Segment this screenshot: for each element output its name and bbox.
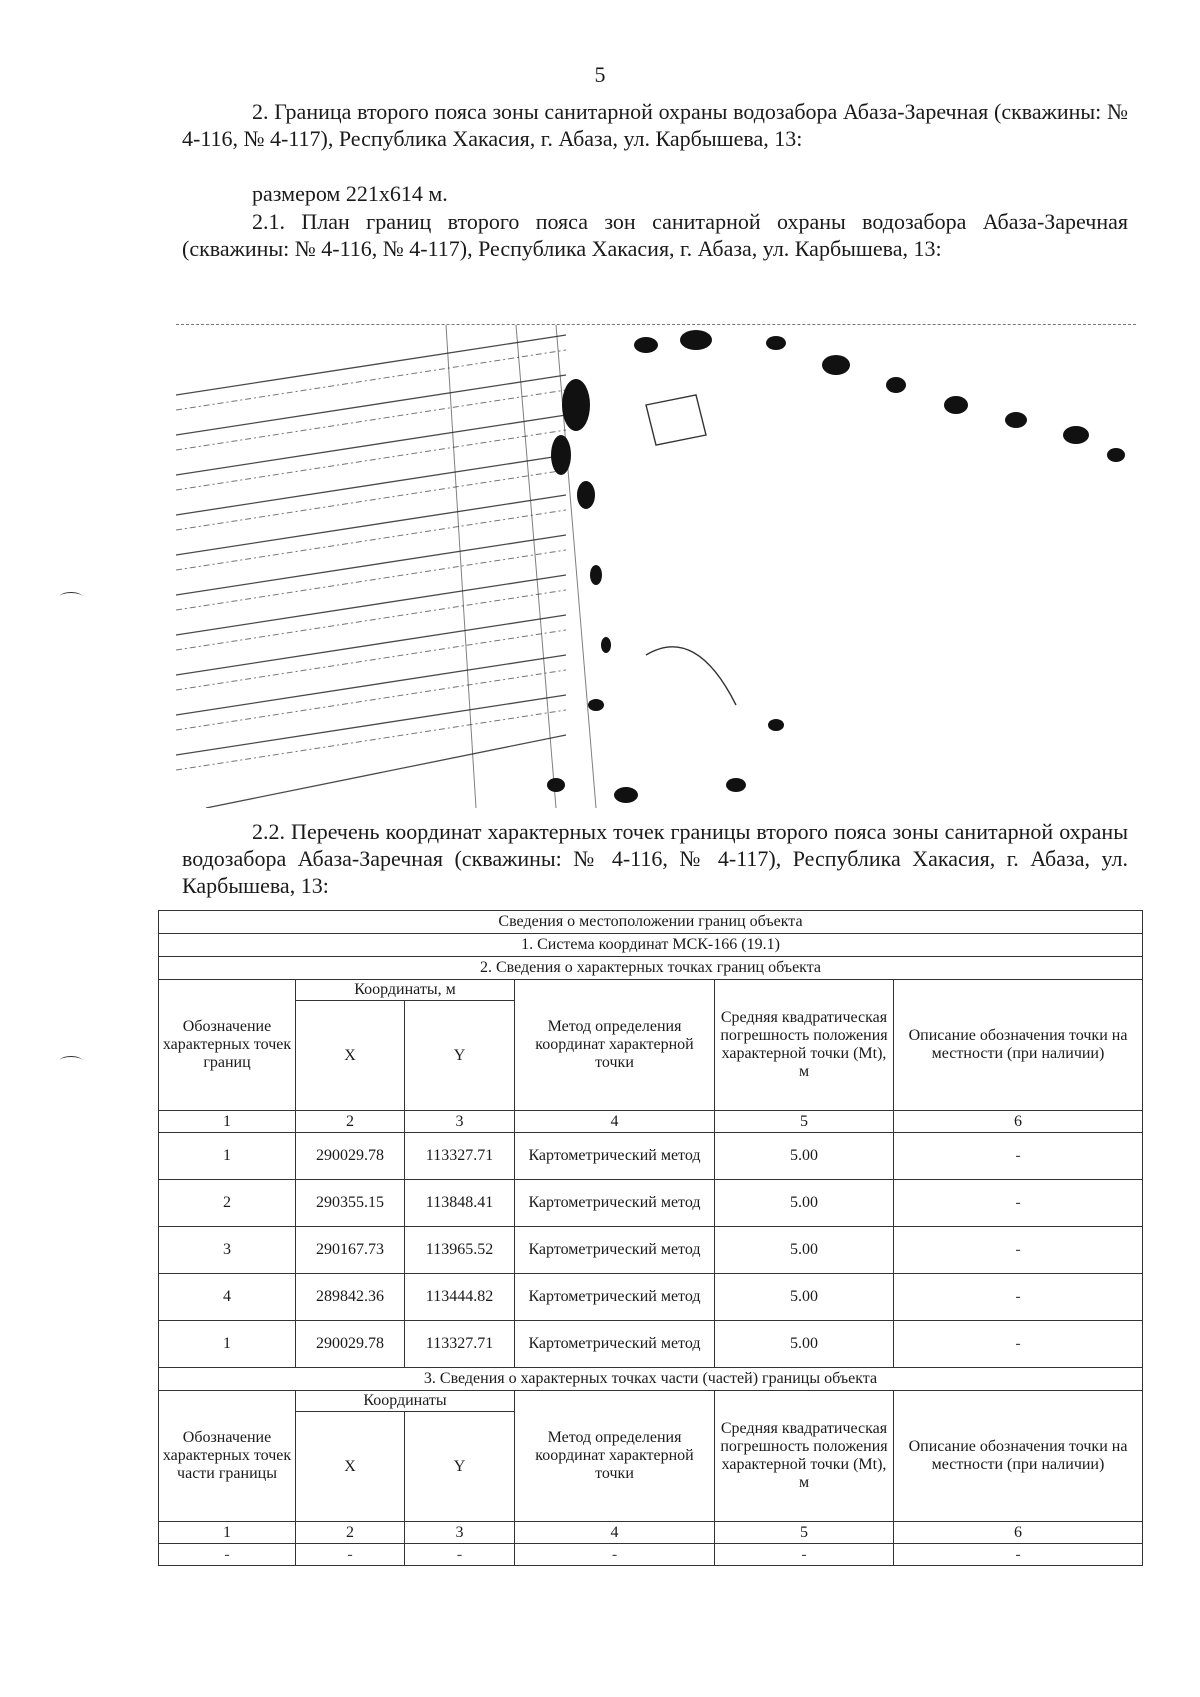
header-coords: Координаты, м <box>296 980 515 1001</box>
header-description: Описание обозначения точки на местности (при наличии) <box>894 1391 1143 1522</box>
column-number: 6 <box>894 1111 1143 1133</box>
description-cell: - <box>894 1274 1143 1321</box>
paragraph-zone-boundary: 2. Граница второго пояса зоны санитарной охраны водозабора Абаза-Заречная (скважины: № 4-116, № 4-117), Республика Хакасия, г. Абаза, ул. Карбышева, 13: <box>182 99 1128 151</box>
point-cell: 4 <box>159 1274 296 1321</box>
header-point: Обозначение характерных точек границ <box>159 980 296 1111</box>
column-number: 2 <box>296 1522 405 1544</box>
point-cell: 3 <box>159 1227 296 1274</box>
table-row <box>159 1227 1143 1274</box>
section-boundary-points: 2. Сведения о характерных точках границ объекта <box>159 957 1143 980</box>
description-cell: - <box>894 1133 1143 1180</box>
header-error: Средняя квадратическая погрешность положения характерной точки (Mt), м <box>715 980 894 1111</box>
section-part-points: 3. Сведения о характерных точках части (частей) границы объекта <box>159 1368 1143 1391</box>
empty-cell: - <box>159 1544 296 1566</box>
error-cell: 5.00 <box>715 1274 894 1321</box>
table-row <box>159 1133 1143 1180</box>
x-cell: 289842.36 <box>296 1274 405 1321</box>
error-cell: 5.00 <box>715 1180 894 1227</box>
header-y: Y <box>405 1412 515 1522</box>
method-cell: Картометрический метод <box>515 1321 715 1368</box>
header-description: Описание обозначения точки на местности (при наличии) <box>894 980 1143 1111</box>
x-cell: 290355.15 <box>296 1180 405 1227</box>
coordinates-table <box>158 910 1142 1566</box>
column-number: 5 <box>715 1111 894 1133</box>
column-number: 3 <box>405 1522 515 1544</box>
x-cell: 290029.78 <box>296 1321 405 1368</box>
method-cell: Картометрический метод <box>515 1180 715 1227</box>
point-cell: 2 <box>159 1180 296 1227</box>
empty-cell: - <box>715 1544 894 1566</box>
page-number: 5 <box>594 62 606 87</box>
y-cell: 113848.41 <box>405 1180 515 1227</box>
paragraph-coordinates-heading: 2.2. Перечень координат характерных точек границы второго пояса зоны санитарной охраны водозабора Абаза-Заречная (скважины: № 4-116, № 4-117), Республика Хакасия, г. Абаза, ул. Карбышева, 13: <box>182 819 1128 898</box>
description-cell: - <box>894 1180 1143 1227</box>
empty-cell: - <box>515 1544 715 1566</box>
error-cell: 5.00 <box>715 1227 894 1274</box>
column-number: 6 <box>894 1522 1143 1544</box>
header-error: Средняя квадратическая погрешность положения характерной точки (Mt), м <box>715 1391 894 1522</box>
column-number: 4 <box>515 1522 715 1544</box>
header-method: Метод определения координат характерной точки <box>515 980 715 1111</box>
header-x: X <box>296 1412 405 1522</box>
table-row <box>159 1544 1143 1566</box>
point-cell: 1 <box>159 1321 296 1368</box>
y-cell: 113965.52 <box>405 1227 515 1274</box>
method-cell: Картометрический метод <box>515 1274 715 1321</box>
empty-cell: - <box>894 1544 1143 1566</box>
column-number: 4 <box>515 1111 715 1133</box>
header-method: Метод определения координат характерной точки <box>515 1391 715 1522</box>
empty-cell: - <box>296 1544 405 1566</box>
column-number: 2 <box>296 1111 405 1133</box>
table-row <box>159 1321 1143 1368</box>
error-cell: 5.00 <box>715 1133 894 1180</box>
error-cell: 5.00 <box>715 1321 894 1368</box>
x-cell: 290167.73 <box>296 1227 405 1274</box>
table-row <box>159 1180 1143 1227</box>
x-cell: 290029.78 <box>296 1133 405 1180</box>
column-number: 5 <box>715 1522 894 1544</box>
table-row <box>159 1274 1143 1321</box>
y-cell: 113444.82 <box>405 1274 515 1321</box>
header-coords: Координаты <box>296 1391 515 1412</box>
header-y: Y <box>405 1001 515 1111</box>
column-number: 3 <box>405 1111 515 1133</box>
method-cell: Картометрический метод <box>515 1133 715 1180</box>
coordinate-system: 1. Система координат МСК-166 (19.1) <box>159 934 1143 957</box>
empty-cell: - <box>405 1544 515 1566</box>
paragraph-zone-size: размером 221х614 м. <box>252 181 448 206</box>
y-cell: 113327.71 <box>405 1133 515 1180</box>
method-cell: Картометрический метод <box>515 1227 715 1274</box>
point-cell: 1 <box>159 1133 296 1180</box>
description-cell: - <box>894 1227 1143 1274</box>
description-cell: - <box>894 1321 1143 1368</box>
margin-mark <box>60 592 82 601</box>
y-cell: 113327.71 <box>405 1321 515 1368</box>
paragraph-plan-heading: 2.1. План границ второго пояса зон санитарной охраны водозабора Абаза-Заречная (скважины: № 4-116, № 4-117), Республика Хакасия, г. Абаза, ул. Карбышева, 13: <box>182 209 1128 261</box>
column-number: 1 <box>159 1522 296 1544</box>
aerial-map-image <box>176 324 1136 808</box>
margin-mark <box>60 1056 82 1065</box>
header-x: X <box>296 1001 405 1111</box>
table-title: Сведения о местоположении границ объекта <box>159 911 1143 934</box>
column-number: 1 <box>159 1111 296 1133</box>
header-point: Обозначение характерных точек части границы <box>159 1391 296 1522</box>
